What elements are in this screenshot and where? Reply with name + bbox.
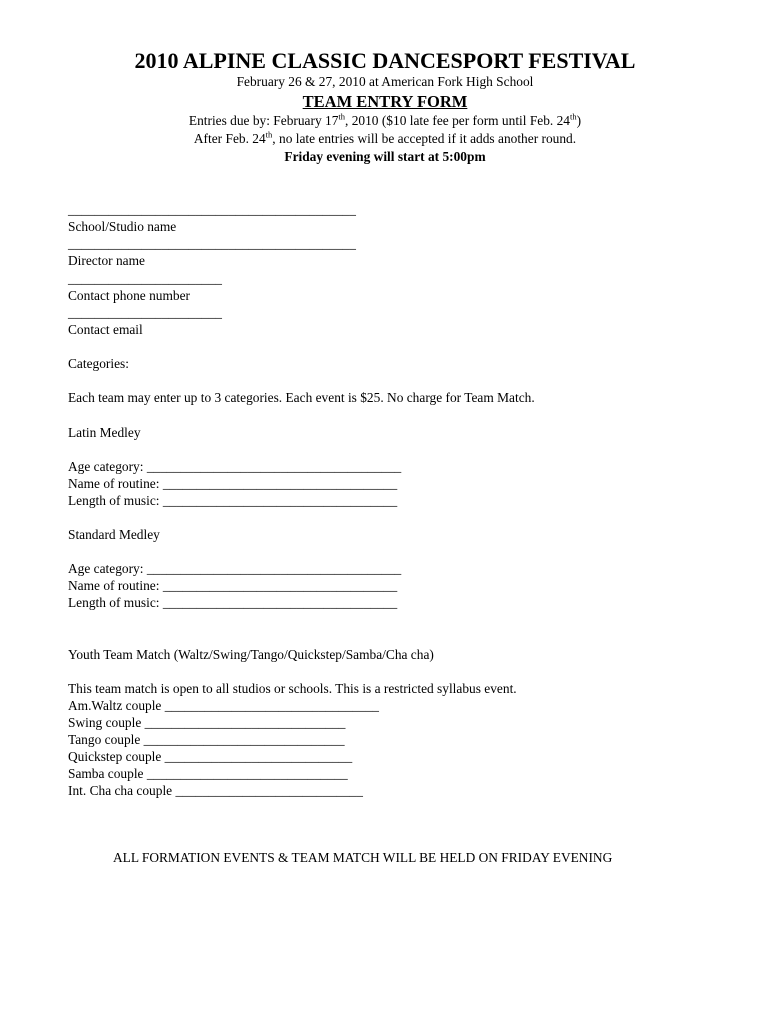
friday-start-notice: Friday evening will start at 5:00pm xyxy=(284,149,486,164)
entries-due-part2: , 2010 ($10 late fee per form until Feb. 24 xyxy=(345,113,570,128)
late-notice-sup: th xyxy=(265,129,273,140)
entries-due-line xyxy=(0,113,770,129)
standard-age-category-field[interactable]: Age category: ______________________________________ xyxy=(68,561,402,576)
standard-music-length-field[interactable]: Length of music: ___________________________________ xyxy=(68,595,398,610)
latin-medley-heading: Latin Medley xyxy=(68,425,141,440)
youth-team-match-note: This team match is open to all studios or schools. This is a restricted syllabus event. xyxy=(68,681,517,696)
form-title: TEAM ENTRY FORM xyxy=(302,92,468,111)
entries-due-sup1: th xyxy=(338,111,346,122)
categories-heading: Categories: xyxy=(68,356,129,371)
latin-music-length-field[interactable]: Length of music: ___________________________________ xyxy=(68,493,398,508)
footer-notice: ALL FORMATION EVENTS & TEAM MATCH WILL BE HELD ON FRIDAY EVENING xyxy=(113,850,613,865)
swing-couple-field[interactable]: Swing couple ______________________________ xyxy=(68,715,346,730)
event-date-location: February 26 & 27, 2010 at American Fork High School xyxy=(236,74,534,89)
contact-email-label: Contact email xyxy=(68,322,143,337)
page-title: 2010 ALPINE CLASSIC DANCESPORT FESTIVAL xyxy=(134,48,636,73)
school-name-label: School/Studio name xyxy=(68,219,177,234)
latin-age-category-field[interactable]: Age category: ______________________________________ xyxy=(68,459,402,474)
director-name-label: Director name xyxy=(68,253,145,268)
waltz-couple-field[interactable]: Am.Waltz couple ________________________________ xyxy=(68,698,379,713)
late-notice-part2: , no late entries will be accepted if it adds another round. xyxy=(272,131,577,146)
late-notice-part1: After Feb. 24 xyxy=(193,131,266,146)
standard-routine-name-field[interactable]: Name of routine: ___________________________________ xyxy=(68,578,398,593)
latin-routine-name-field[interactable]: Name of routine: ___________________________________ xyxy=(68,476,398,491)
entries-due-part1: Entries due by: February 17 xyxy=(188,113,339,128)
categories-note: Each team may enter up to 3 categories. Each event is $25. No charge for Team Match. xyxy=(68,390,535,405)
quickstep-couple-field[interactable]: Quickstep couple ____________________________ xyxy=(68,749,353,764)
contact-phone-label: Contact phone number xyxy=(68,288,190,303)
entries-due-sup2: th xyxy=(570,111,577,122)
standard-medley-heading: Standard Medley xyxy=(68,527,160,542)
late-notice-line xyxy=(0,131,770,147)
entries-due-part3: ) xyxy=(576,113,582,128)
youth-team-match-heading: Youth Team Match (Waltz/Swing/Tango/Quickstep/Samba/Cha cha) xyxy=(68,647,434,662)
school-name-field[interactable]: ___________________________________________ xyxy=(68,202,356,217)
contact-email-field[interactable]: _______________________ xyxy=(68,305,222,320)
director-name-field[interactable]: ___________________________________________ xyxy=(68,236,356,251)
chacha-couple-field[interactable]: Int. Cha cha couple ____________________________ xyxy=(68,783,363,798)
samba-couple-field[interactable]: Samba couple ______________________________ xyxy=(68,766,348,781)
tango-couple-field[interactable]: Tango couple ______________________________ xyxy=(68,732,345,747)
contact-phone-field[interactable]: _______________________ xyxy=(68,271,222,286)
